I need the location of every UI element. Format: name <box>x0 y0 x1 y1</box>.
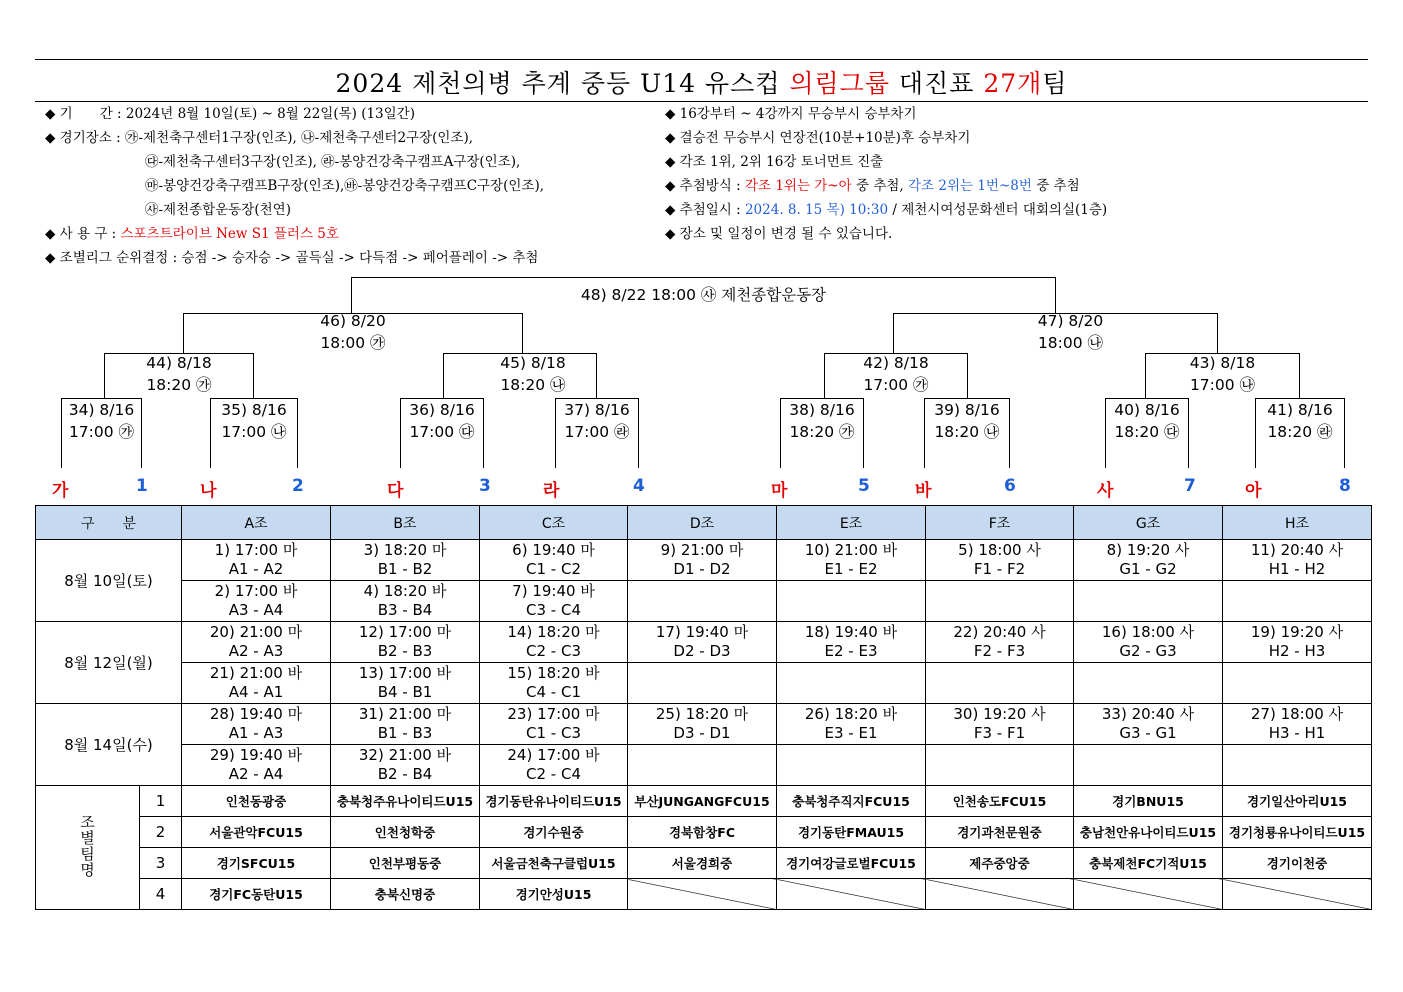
bracket-final-label: 48) 8/22 18:00 ㉴ 제천종합운동장 <box>580 286 827 304</box>
match-cell-d <box>628 704 777 745</box>
page-title: 2024 제천의병 추계 중등 U14 유스컵 의림그룹 대진표 27개팀 <box>335 69 1068 98</box>
match-cell-c <box>480 622 628 663</box>
match-teams: B4 - B1 <box>377 683 433 701</box>
header-group-e: E조 <box>777 506 926 540</box>
match-cell-a <box>182 663 331 704</box>
day-label: 8월 14일(수) <box>36 704 182 786</box>
info-draw-date: ◆ 추첨일시 : 2024. 8. 15 목) 10:30 / 제천시여성문화센터 대회의실(1층) <box>665 202 1108 218</box>
match-teams: A2 - A3 <box>228 642 284 660</box>
match-teams: D3 - D1 <box>673 724 731 742</box>
q44-label-1: 44) 8/18 <box>146 354 212 372</box>
seed-a: 아 <box>1245 481 1262 501</box>
q43-label-1: 43) 8/18 <box>1189 354 1256 372</box>
match-time: 19) 19:20 사 <box>1250 623 1344 641</box>
team-row <box>36 848 1372 879</box>
team-name: 경기BNU15 <box>1074 786 1223 817</box>
match-cell-g <box>1074 540 1223 581</box>
r37-label-1: 37) 8/16 <box>564 401 630 419</box>
match-teams: B2 - B4 <box>377 765 433 783</box>
r34-label-2: 17:00 ㉮ <box>68 423 135 441</box>
seed-1: 1 <box>136 476 148 496</box>
match-cell-c <box>480 704 628 745</box>
match-time: 30) 19:20 사 <box>953 705 1046 723</box>
r36-label-2: 17:00 ㉰ <box>409 423 475 441</box>
q43-label-2: 17:00 ㉯ <box>1189 376 1256 394</box>
match-teams: B1 - B3 <box>377 724 433 742</box>
seed-sa: 사 <box>1097 481 1114 501</box>
seed-4: 4 <box>633 476 645 496</box>
match-cell-b <box>331 704 480 745</box>
team-name: 경기FC동탄U15 <box>182 879 331 910</box>
match-cell-e <box>777 663 926 704</box>
match-cell-f <box>926 581 1074 622</box>
match-time: 22) 20:40 사 <box>953 623 1046 641</box>
match-teams: D2 - D3 <box>673 642 731 660</box>
header-group-c: C조 <box>480 506 628 540</box>
teams-label: 조별팀명 <box>78 813 96 878</box>
team-name: 경기과천문원중 <box>926 817 1074 848</box>
info-draw-method: ◆ 추첨방식 : 각조 1위는 가~아 중 추첨, 각조 2위는 1번~8번 중 추첨 <box>665 178 1080 194</box>
match-cell-e <box>777 622 926 663</box>
match-cell-c <box>480 663 628 704</box>
match-cell-b <box>331 745 480 786</box>
match-cell-d <box>628 745 777 786</box>
match-cell-g <box>1074 622 1223 663</box>
match-cell-g <box>1074 745 1223 786</box>
r34-label-1: 34) 8/16 <box>68 401 135 419</box>
match-teams: G3 - G1 <box>1119 724 1177 742</box>
info-venue-3: ㉲-봉양건강축구캠프B구장(인조),㉳-봉양건강축구캠프C구장(인조), <box>145 178 545 194</box>
match-cell-d <box>628 663 777 704</box>
match-cell-h <box>1223 540 1372 581</box>
seed-ra: 라 <box>543 481 560 501</box>
r40-label-2: 18:20 ㉰ <box>1114 423 1180 441</box>
match-time: 3) 18:20 마 <box>363 541 447 559</box>
match-row <box>36 622 1372 663</box>
r35-label-2: 17:00 ㉯ <box>221 423 287 441</box>
match-teams: H2 - H3 <box>1268 642 1326 660</box>
q42-label-1: 42) 8/18 <box>863 354 929 372</box>
match-cell-c <box>480 540 628 581</box>
match-cell-a <box>182 745 331 786</box>
match-teams: B3 - B4 <box>377 601 433 619</box>
match-time: 25) 18:20 마 <box>655 705 749 723</box>
match-time: 21) 21:00 바 <box>209 664 303 682</box>
match-teams: C2 - C4 <box>526 765 581 783</box>
match-teams: E1 - E2 <box>824 560 878 578</box>
match-cell-a <box>182 581 331 622</box>
info-ball: ◆ 사 용 구 : 스포츠트라이브 New S1 플러스 5호 <box>45 226 339 242</box>
r38-label-2: 18:20 ㉮ <box>789 423 855 441</box>
r36-label-1: 36) 8/16 <box>409 401 475 419</box>
match-time: 29) 19:40 바 <box>209 746 303 764</box>
team-index: 4 <box>140 879 182 910</box>
match-teams: E3 - E1 <box>824 724 878 742</box>
match-teams: C4 - C1 <box>526 683 581 701</box>
match-time: 10) 21:00 바 <box>804 541 898 559</box>
team-name: 경기동탄FMAU15 <box>777 817 926 848</box>
header-group-f: F조 <box>926 506 1074 540</box>
seed-na: 나 <box>200 481 217 501</box>
team-name: 경기일산아리U15 <box>1223 786 1372 817</box>
match-cell-a <box>182 704 331 745</box>
match-teams: A1 - A3 <box>228 724 284 742</box>
seed-ma: 마 <box>771 481 788 501</box>
match-cell-f <box>926 540 1074 581</box>
match-cell-e <box>777 540 926 581</box>
match-teams: H1 - H2 <box>1268 560 1326 578</box>
team-row <box>36 786 1372 817</box>
match-teams: F2 - F3 <box>973 642 1026 660</box>
match-time: 5) 18:00 사 <box>958 541 1041 559</box>
match-teams: C2 - C3 <box>526 642 581 660</box>
match-cell-e <box>777 745 926 786</box>
match-cell-b <box>331 622 480 663</box>
match-time: 14) 18:20 마 <box>507 623 600 641</box>
team-name: 충남천안유나이티드U15 <box>1074 817 1223 848</box>
header-group-d: D조 <box>628 506 777 540</box>
match-time: 7) 19:40 바 <box>512 582 595 600</box>
match-cell-f <box>926 622 1074 663</box>
day-label: 8월 12일(월) <box>36 622 182 704</box>
match-cell-h <box>1223 745 1372 786</box>
seed-6: 6 <box>1004 476 1016 496</box>
q45-label-2: 18:20 ㉯ <box>500 376 566 394</box>
empty-slot <box>926 879 1074 910</box>
match-time: 17) 19:40 마 <box>655 623 749 641</box>
match-time: 33) 20:40 사 <box>1101 705 1195 723</box>
match-cell-g <box>1074 704 1223 745</box>
info-right-6: ◆ 장소 및 일정이 변경 될 수 있습니다. <box>665 226 893 242</box>
match-teams: A2 - A4 <box>228 765 284 783</box>
r35-label-1: 35) 8/16 <box>221 401 287 419</box>
match-teams: H3 - H1 <box>1268 724 1326 742</box>
match-cell-b <box>331 581 480 622</box>
q44-label-2: 18:20 ㉮ <box>146 376 212 394</box>
match-time: 11) 20:40 사 <box>1250 541 1344 559</box>
match-cell-f <box>926 704 1074 745</box>
seed-5: 5 <box>858 476 870 496</box>
match-cell-d <box>628 622 777 663</box>
team-name: 서울경희중 <box>628 848 777 879</box>
match-teams: G1 - G2 <box>1119 560 1177 578</box>
match-teams: C1 - C3 <box>526 724 581 742</box>
teams-label-cell <box>36 786 140 910</box>
r41-label-2: 18:20 ㉱ <box>1267 423 1333 441</box>
match-cell-h <box>1223 663 1372 704</box>
match-cell-f <box>926 663 1074 704</box>
team-name: 인천부평동중 <box>331 848 480 879</box>
top-rule <box>35 59 1368 60</box>
match-teams: A4 - A1 <box>228 683 284 701</box>
empty-slot <box>628 879 777 910</box>
match-cell-f <box>926 745 1074 786</box>
match-row <box>36 745 1372 786</box>
r38-label-1: 38) 8/16 <box>789 401 855 419</box>
match-cell-g <box>1074 581 1223 622</box>
info-period: ◆ 기 간 : 2024년 8월 10일(토) ~ 8월 22일(목) (13일간) <box>45 106 415 122</box>
match-time: 32) 21:00 바 <box>358 746 452 764</box>
team-index: 1 <box>140 786 182 817</box>
match-time: 18) 19:40 바 <box>804 623 898 641</box>
team-name: 충북제천FC기적U15 <box>1074 848 1223 879</box>
empty-slot <box>1074 879 1223 910</box>
r41-label-1: 41) 8/16 <box>1267 401 1333 419</box>
match-time: 6) 19:40 마 <box>512 541 595 559</box>
match-row <box>36 663 1372 704</box>
match-time: 23) 17:00 마 <box>507 705 600 723</box>
info-ranking: ◆ 조별리그 순위결정 : 승점 -> 승자승 -> 골득실 -> 다득점 -> 페어플레이 -> 추첨 <box>45 250 539 266</box>
team-name: 경기안성U15 <box>480 879 628 910</box>
header-group-g: G조 <box>1074 506 1223 540</box>
info-venue-1: ◆ 경기장소 : ㉮-제천축구센터1구장(인조), ㉯-제천축구센터2구장(인조), <box>45 130 474 146</box>
r40-label-1: 40) 8/16 <box>1114 401 1180 419</box>
match-teams: A1 - A2 <box>228 560 284 578</box>
match-cell-a <box>182 622 331 663</box>
semi-right-label-2: 18:00 ㉯ <box>1037 334 1104 352</box>
match-teams: G2 - G3 <box>1119 642 1177 660</box>
match-time: 13) 17:00 바 <box>358 664 452 682</box>
match-row <box>36 581 1372 622</box>
match-time: 9) 21:00 마 <box>660 541 744 559</box>
match-time: 1) 17:00 마 <box>214 541 298 559</box>
match-time: 15) 18:20 바 <box>507 664 600 682</box>
match-cell-e <box>777 704 926 745</box>
schedule-table <box>35 505 1372 910</box>
match-time: 16) 18:00 사 <box>1101 623 1195 641</box>
team-name: 제주중앙중 <box>926 848 1074 879</box>
match-row <box>36 540 1372 581</box>
match-cell-b <box>331 540 480 581</box>
match-row <box>36 704 1372 745</box>
team-index: 2 <box>140 817 182 848</box>
team-name: 인천동광중 <box>182 786 331 817</box>
semi-left-label-2: 18:00 ㉮ <box>320 334 386 352</box>
match-teams: F3 - F1 <box>973 724 1026 742</box>
team-name: 경기동탄유나이티드U15 <box>480 786 628 817</box>
team-name: 경기여강글로벌FCU15 <box>777 848 926 879</box>
match-cell-c <box>480 745 628 786</box>
match-time: 26) 18:20 바 <box>804 705 898 723</box>
team-name: 충북신명중 <box>331 879 480 910</box>
match-cell-d <box>628 581 777 622</box>
q42-label-2: 17:00 ㉮ <box>863 376 929 394</box>
team-name: 충북청주유나이티드U15 <box>331 786 480 817</box>
table-header-row <box>36 506 1372 540</box>
info-right-3: ◆ 각조 1위, 2위 16강 토너먼트 진출 <box>665 154 884 170</box>
info-venue-2: ㉰-제천축구센터3구장(인조), ㉱-봉양건강축구캠프A구장(인조), <box>145 154 521 170</box>
r39-label-1: 39) 8/16 <box>934 401 1000 419</box>
team-row <box>36 817 1372 848</box>
match-time: 2) 17:00 바 <box>214 582 298 600</box>
match-time: 27) 18:00 사 <box>1250 705 1344 723</box>
team-name: 경북함창FC <box>628 817 777 848</box>
team-name: 서울금천축구클럽U15 <box>480 848 628 879</box>
match-teams: C3 - C4 <box>526 601 581 619</box>
match-cell-d <box>628 540 777 581</box>
match-teams: F1 - F2 <box>973 560 1026 578</box>
match-teams: D1 - D2 <box>673 560 731 578</box>
match-cell-h <box>1223 622 1372 663</box>
header-group-a: A조 <box>182 506 331 540</box>
semi-right-label-1: 47) 8/20 <box>1037 312 1104 330</box>
seed-da: 다 <box>387 481 404 501</box>
match-teams: B1 - B2 <box>377 560 433 578</box>
match-time: 8) 19:20 사 <box>1106 541 1190 559</box>
team-name: 경기이천중 <box>1223 848 1372 879</box>
match-cell-g <box>1074 663 1223 704</box>
header-group-h: H조 <box>1223 506 1372 540</box>
seed-3: 3 <box>479 476 491 496</box>
match-cell-e <box>777 581 926 622</box>
match-teams: B2 - B3 <box>377 642 433 660</box>
match-teams: E2 - E3 <box>824 642 878 660</box>
team-name: 충북청주직지FCU15 <box>777 786 926 817</box>
match-cell-b <box>331 663 480 704</box>
match-teams: A3 - A4 <box>228 601 284 619</box>
info-right-1: ◆ 16강부터 ~ 4강까지 무승부시 승부차기 <box>665 106 917 122</box>
q45-label-1: 45) 8/18 <box>500 354 566 372</box>
match-cell-a <box>182 540 331 581</box>
team-name: 경기청룡유나이티드U15 <box>1223 817 1372 848</box>
team-name: 인천청학중 <box>331 817 480 848</box>
match-time: 20) 21:00 마 <box>209 623 303 641</box>
team-name: 인천송도FCU15 <box>926 786 1074 817</box>
seed-8: 8 <box>1339 476 1351 496</box>
match-time: 24) 17:00 바 <box>507 746 600 764</box>
team-name: 경기SFCU15 <box>182 848 331 879</box>
team-index: 3 <box>140 848 182 879</box>
header-group-b: B조 <box>331 506 480 540</box>
team-name: 부산JUNGANGFCU15 <box>628 786 777 817</box>
match-cell-c <box>480 581 628 622</box>
team-name: 경기수원중 <box>480 817 628 848</box>
day-label: 8월 10일(토) <box>36 540 182 622</box>
team-name: 서울관악FCU15 <box>182 817 331 848</box>
seed-ga: 가 <box>52 481 69 501</box>
r37-label-2: 17:00 ㉱ <box>564 423 630 441</box>
semi-left-label-1: 46) 8/20 <box>320 312 386 330</box>
header-category: 구 분 <box>36 506 182 540</box>
seed-2: 2 <box>292 476 304 496</box>
match-teams: C1 - C2 <box>526 560 581 578</box>
seed-ba: 바 <box>915 481 932 501</box>
match-time: 31) 21:00 마 <box>358 705 452 723</box>
match-time: 28) 19:40 마 <box>209 705 303 723</box>
team-row <box>36 879 1372 910</box>
match-cell-h <box>1223 581 1372 622</box>
info-venue-4: ㉴-제천종합운동장(천연) <box>145 202 291 218</box>
info-right-2: ◆ 결승전 무승부시 연장전(10분+10분)후 승부차기 <box>665 130 971 146</box>
seed-7: 7 <box>1184 476 1196 496</box>
r39-label-2: 18:20 ㉯ <box>934 423 1000 441</box>
match-time: 12) 17:00 마 <box>358 623 452 641</box>
empty-slot <box>1223 879 1372 910</box>
empty-slot <box>777 879 926 910</box>
match-time: 4) 18:20 바 <box>363 582 447 600</box>
match-cell-h <box>1223 704 1372 745</box>
